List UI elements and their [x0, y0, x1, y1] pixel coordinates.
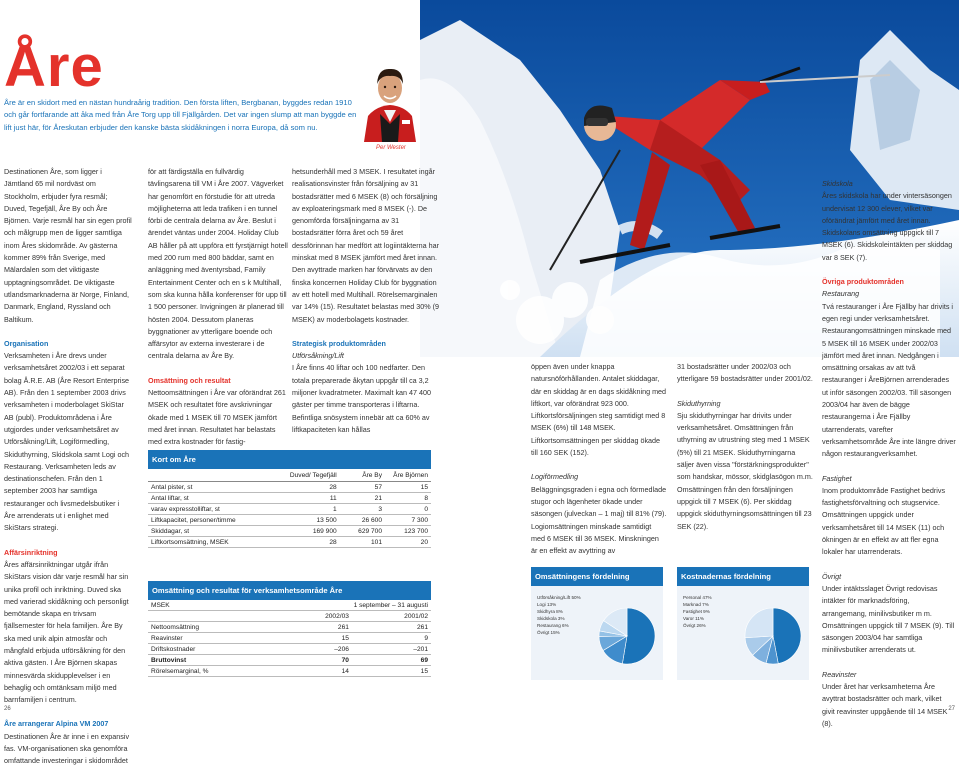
legend-entry: Skidskola 3% — [537, 616, 565, 621]
table-row — [148, 666, 431, 677]
spacer — [822, 559, 956, 571]
section-heading: Strategisk produktområden — [292, 338, 386, 348]
text-column-2 — [148, 166, 288, 449]
paragraph: Destinationen Åre, som ligger i Jämtland 65 mil nordväst om Stockholm, erbjuder fyra resmål; Duved, Tegefjäll, Åre By och Åre Björnen. Varje resmål har sin egen profil och målgrupp men de ligger samtliga inom Åres skidområde. Av gästerna kommer 89% från Sverige, med Mälardalen som det viktigaste upptagningsområdet. De viktigaste utlandsmarknaderna är Norge, Finland, Danmark, England, Ryssland och Baltikum. — [4, 167, 132, 324]
table-row — [148, 515, 431, 526]
table-cell: 0 — [385, 504, 431, 515]
table-cell: Liftkapacitet, personer/timme — [148, 515, 286, 526]
oms-title: Omsättning och resultat för verksamhetsområde Åre — [148, 581, 431, 600]
table-cell: 169 900 — [286, 526, 340, 537]
spacer — [4, 706, 132, 718]
portrait-photo — [362, 50, 418, 142]
section-heading: Organisation — [4, 338, 49, 348]
table-header-row — [148, 611, 431, 622]
table-cell: varav expresstolliftar, st — [148, 504, 286, 515]
table-cell: 20 — [385, 537, 431, 548]
table-cell: 69 — [352, 655, 431, 666]
table-cell: Rörelsemarginal, % — [148, 666, 273, 677]
pie-slice — [773, 608, 801, 664]
table-row — [148, 504, 431, 515]
table-row — [148, 644, 431, 655]
table-cell: 15 — [385, 482, 431, 493]
table-cell: 1 — [286, 504, 340, 515]
paragraph: Åres affärsinriktningar utgår ifrån SkiStars vision där varje resmål har sin unika profil och inriktning. Duved ska med varierad skidåkning och personligt bemötande skapa en trivsam fjällsemester för hela familjen. Åre By ska med unik alpin atmosfär och mångfald erbjuda utförsåkning för den aktiva gästen. I Åre Björnen skapas minnesvärda skidupplevelser i en behaglig och omtänksam miljö med barnfamiljen i centrum. — [4, 559, 129, 705]
spacer — [292, 326, 440, 338]
paragraph: Under intäktsslaget Övrigt redovisas intäkter för marknadsföring, arrangemang, minilivsbutiker m m. Omsättningen uppgick till 7 MSEK (9). Till säsongen 2003/04 har samtliga minilivsbutiker arrenderats ut. — [822, 583, 955, 655]
paragraph: hetsunderhåll med 3 MSEK. I resultatet ingår realisationsvinster från försäljning av 31 bostadsrätter med 6 MSEK (8) och försäljning av exploateringsmark med 8 MSEK (-). De genomförda försäljningarna av 31 bostadsrätter förra året och 59 året dessförinnan har medfört att logiintäkterna har minskat med 8 MSEK jämfört med året innan. Den avyttrade marken har förvärvats av den finska koncernen Holiday Club för byggnation av ett hotell med Multihall. Rörelsemarginalen var 14% (15). Resultatet belastas med 30% (9 MSEK) av moderbolagets kostnader. — [292, 167, 440, 324]
section-heading: Utförsåkning/Lift — [292, 351, 344, 361]
table-cell: Driftskostnader — [148, 644, 273, 655]
table-cell: 15 — [273, 633, 352, 644]
table-row — [148, 633, 431, 644]
section-heading: Övriga produktområden — [822, 277, 904, 287]
spacer — [822, 461, 956, 473]
table-header-cell: 2001/02 — [352, 611, 431, 622]
section-heading: Omsättning och resultat — [148, 375, 231, 385]
table-cell: 57 — [340, 482, 385, 493]
section-heading: Åre arrangerar Alpina VM 2007 — [4, 719, 109, 729]
spacer — [4, 326, 132, 338]
section-heading: Fastighet — [822, 473, 852, 483]
table-row — [148, 622, 431, 633]
text-column-5 — [677, 361, 813, 533]
table-cell: Nettoomsättning — [148, 622, 273, 633]
legend-entry: Övrigt 26% — [683, 623, 706, 628]
table-cell: 28 — [286, 537, 340, 548]
paragraph: Nettoomsättningen i Åre var oförändrat 261 MSEK och resultatet före avskrivningar ökade med 1 MSEK till 70 MSEK jämfört med året innan. Resultatet har belastats med extra kostnader för fastig- — [148, 388, 286, 447]
section-heading: Restaurang — [822, 289, 860, 299]
chart-title: Omsättningens fördelning — [531, 567, 663, 586]
legend-entry: Skidhyra 8% — [537, 609, 563, 614]
table-header-row — [148, 600, 431, 611]
table-cell: 15 — [352, 666, 431, 677]
legend-entry: Restaurang 6% — [537, 623, 569, 628]
table-cell: 9 — [352, 633, 431, 644]
spacer — [531, 459, 667, 471]
pie-chart-kostnader — [677, 567, 809, 681]
paragraph: Inom produktområde Fastighet bedrivs fastighetsförvaltning och stugservice. Omsättningen uppgick under verksamhetsåret till 14 MSEK (11) och ökningen är en effekt av att fler egna lokaler har utarrenderats. — [822, 485, 946, 557]
text-column-4 — [531, 361, 667, 557]
legend-entry: Logi 13% — [537, 602, 557, 607]
table-header-cell: 2002/03 — [273, 611, 352, 622]
table-header-cell: 1 september – 31 augusti — [273, 600, 431, 611]
paragraph: Verksamheten i Åre drevs under verksamhetsåret 2002/03 i ett separat bolag Å.R.E. AB (Åre Resort Enterprise AB). Från den 1 september 2003 drivs verksamheten i moderbolaget SkiStar AB (publ). Produktområdena i Åre utgjordes under verksamhetsåret av Utförsåkning/Lift, Logiförmedling, Skiduthyrning, Skidskola samt Logi och Restaurang. Verksamheten leds av destinationschefen. Från den 1 september 2003 har samtliga restauranger och livsmedelsbutiker i Åre arrenderats ut i enlighet med SkiStars strategi. — [4, 351, 130, 533]
table-cell: 11 — [286, 493, 340, 504]
spacer — [822, 264, 956, 276]
portrait-caption: Per Wester — [376, 145, 406, 151]
table-row — [148, 526, 431, 537]
text-column-3 — [292, 166, 440, 436]
table-header-cell: MSEK — [148, 600, 273, 611]
spacer — [148, 363, 288, 375]
pie-slice — [745, 608, 773, 638]
table-cell: 26 600 — [340, 515, 385, 526]
paragraph: öppen även under knappa natursnöförhållanden. Antalet skiddagar, där en skiddag är en dags skidåkning med liftkort, var oförändrat 923 000. Liftkortsförsäljningen steg samtidigt med 8 MSEK (6%) till 148 MSEK. Liftkortsomsättningen per skiddag ökade till 160 SEK (152). — [531, 362, 667, 458]
text-column-1 — [4, 166, 132, 768]
table-cell: 70 — [273, 655, 352, 666]
table-cell: 123 700 — [385, 526, 431, 537]
paragraph: I Åre finns 40 liftar och 100 nedfarter. Den totala preparerade åkytan uppgår till ca 3,2 miljoner kvadratmeter. Maximalt kan 47 400 gäster per timme transporteras i liftarna. Befintliga snösystem innebär att ca 60% av liftkapaciteten kan hållas — [292, 363, 432, 434]
paragraph: Tvá restauranger i Åre Fjällby har drivits i egen regi under verksamhetsåret. Restaurangomsättningen minskade med 5 MSEK till 16 MSEK under 2002/03 jämfört med året innan. Nedgången i omsättning orsakas av att två restauranger i ÅreBjörnen arrenderades ut inför säsongen 2002/03. Till säsongen 2003/04 har även de bägge restaurangerna i Åre Fjällby utarrenderats, varefter verksamhetsområde Åre inte längre driver någon restaurangverksamhet. — [822, 301, 956, 459]
table-cell: 28 — [286, 482, 340, 493]
table-cell: 8 — [385, 493, 431, 504]
table-row — [148, 655, 431, 666]
kort-title: Kort om Åre — [148, 450, 431, 469]
table-cell: Reavinster — [148, 633, 273, 644]
table-cell: Antal liftar, st — [148, 493, 286, 504]
table-header-cell — [148, 469, 286, 482]
table-cell: –206 — [273, 644, 352, 655]
chart-title: Kostnadernas fördelning — [677, 567, 809, 586]
table-header-row — [148, 469, 431, 482]
section-heading: Affärsinriktning — [4, 547, 58, 557]
paragraph: Åres skidskola har under vintersäsongen undervisat 12 300 elever, vilket var oförändrat jämfört med året innan. Skidskolans omsättning uppgick till 7 MSEK (6). Skidskoleintäkten per skiddag var 8 SEK (7). — [822, 191, 953, 262]
kort-om-are-table — [148, 450, 431, 548]
legend-entry: Övrigt 15% — [537, 630, 560, 635]
section-heading: Övrigt — [822, 571, 842, 581]
table-row — [148, 493, 431, 504]
table-cell: 13 500 — [286, 515, 340, 526]
table-row — [148, 482, 431, 493]
page-number-right: 27 — [948, 706, 955, 712]
pie-chart-omsattning — [531, 567, 663, 681]
table-header-cell: Åre Björnen — [385, 469, 431, 482]
paragraph: för att färdigställa en fullvärdig tävlingsarena till VM i Åre 2007. Vägverket har genomfört en förstudie för att utreda möjligheterna att leda trafiken i en tunnel förbi de centrala delarna av Åre. Beslut i ärendet väntas under 2004. Holiday Club AB håller på att uppföra ett fyrstjärnigt hotell med 200 rum med 800 bäddar, samt en anläggning med äventyrsbad, Family Entertainment Center och en s k Multihall, som ska kunna hålla konferenser för upp till 1 500 personer. Invigningen är planerad till hösten 2004. Dessutom planeras byggnationer av ytterligare boende och affärsytor av externa investerare i de centrala delarna av Åre By. — [148, 167, 288, 361]
table-header-cell: Duved/ Tegefjäll — [286, 469, 340, 482]
spacer — [4, 535, 132, 547]
legend-entry: Personal 47% — [683, 595, 712, 600]
table-cell: 629 700 — [340, 526, 385, 537]
paragraph: Beläggningsgraden i egna och förmedlade stugor och lägenheter ökade under säsongen (julveckan – 1 maj) till 81% (79). Logiomsättningen minskade samtidigt med 6 MSEK till 36 MSEK. Minskningen är en effekt av avyttring av — [531, 484, 667, 556]
page-number-left: 26 — [4, 706, 11, 712]
legend-entry: Marknad 7% — [683, 602, 709, 607]
table-cell: 21 — [340, 493, 385, 504]
table-cell: 261 — [352, 622, 431, 633]
intro-text: Åre är en skidort med en nästan hundraårig tradition. Den första liften, Bergbanan, byggdes redan 1910 och går fortfarande att åka med från Åre Torg upp till Fjällgården. Det var ingen slump att man byggde en lift just här, för Åreskutan erbjuder den kanske bästa skidåkningen i norra Europa, då som nu. — [4, 98, 357, 132]
section-heading: Skidskola — [822, 179, 853, 188]
paragraph: Destinationen Åre är inne i en expansiv fas. VM-organisationen ska genomföra omfattande investeringar i skidområdet — [4, 731, 130, 766]
paragraph: 31 bostadsrätter under 2002/03 och ytterligare 59 bostadsrätter under 2001/02. — [677, 362, 813, 384]
legend-entry: Utförsåkning/Lift 50% — [537, 595, 581, 600]
table-cell: 3 — [340, 504, 385, 515]
table-header-cell: Åre By — [340, 469, 385, 482]
table-cell: Skiddagar, st — [148, 526, 286, 537]
section-heading: Skiduthyrning — [677, 398, 721, 408]
text-column-6 — [822, 178, 956, 730]
paragraph: Sju skiduthyrningar har drivits under verksamhetsåret. Omsättningen från uthyrning av utrustning steg med 1 MSEK (5%) till 21 MSEK. Skiduthyrningarna säljer även vissa "förstärkningsprodukter" som handskar, mössor, skidglasögon m.m. Omsättningen från den försäljningen uppgick till 7 MSEK (6). Per skiddag uppgick skiduthyrningsomsättningen till 23 SEK (22). — [677, 410, 813, 531]
table-cell: –201 — [352, 644, 431, 655]
table-cell: 14 — [273, 666, 352, 677]
legend-entry: Fastighet 9% — [683, 609, 710, 614]
table-cell: Liftkortsomsättning, MSEK — [148, 537, 286, 548]
table-cell: 261 — [273, 622, 352, 633]
table-header-cell — [148, 611, 273, 622]
table-cell: 7 300 — [385, 515, 431, 526]
table-cell: Bruttovinst — [148, 655, 273, 666]
page-title: Åre — [4, 34, 104, 99]
omsattning-table — [148, 581, 431, 677]
spacer — [822, 657, 956, 669]
table-cell: Antal pister, st — [148, 482, 286, 493]
section-heading: Logiförmedling — [531, 472, 579, 482]
spacer — [677, 386, 813, 398]
section-heading: Reavinster — [822, 669, 857, 679]
paragraph: Under året har verksamheterna Åre avyttrat bostadsrätter och mark, vilket givit reavinster uppgående till 14 MSEK (8). — [822, 681, 948, 728]
legend-entry: Varor 11% — [683, 616, 705, 621]
table-cell: 101 — [340, 537, 385, 548]
table-row — [148, 537, 431, 548]
